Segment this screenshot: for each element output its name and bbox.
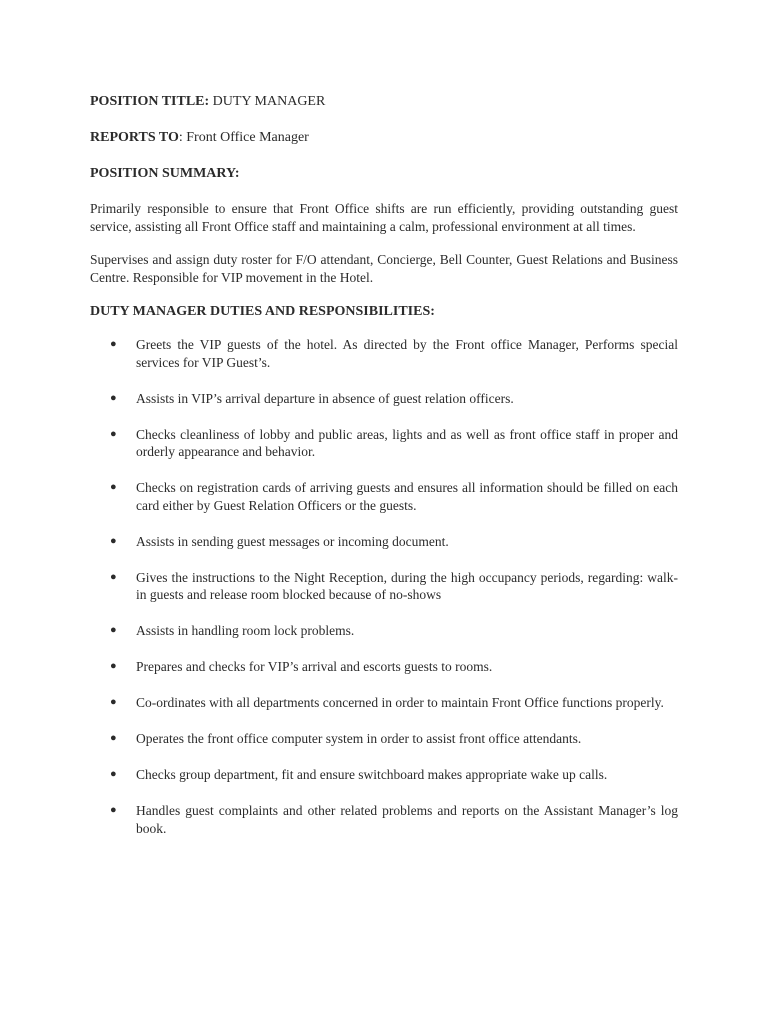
duty-item <box>90 730 678 748</box>
bullet-icon: ● <box>110 481 117 493</box>
duty-text: Checks on registration cards of arriving guests and ensures all information should be filled on each card either by Guest Relation Officers or the guests. <box>136 480 678 513</box>
bullet-icon: ● <box>110 804 117 816</box>
bullet-icon: ● <box>110 660 117 672</box>
reports-to-label: REPORTS TO <box>90 130 179 145</box>
duty-item <box>90 766 678 784</box>
bullet-icon: ● <box>110 768 117 780</box>
duty-item <box>90 802 678 837</box>
position-title-value: DUTY MANAGER <box>212 94 326 109</box>
bullet-icon: ● <box>110 427 117 440</box>
reports-to-line <box>90 128 678 148</box>
duty-text: Checks cleanliness of lobby and public areas, lights and as well as front office staff in proper and orderly appearance and behavior. <box>136 426 678 459</box>
summary-paragraph: Primarily responsible to ensure that Front Office shifts are run efficiently, providing outstanding guest service, assisting all Front Office staff and maintaining a calm, professional environment at all times. <box>90 201 678 234</box>
summary-paragraph: Supervises and assign duty roster for F/O attendant, Concierge, Bell Counter, Guest Relations and Business Centre. Responsible for VIP movement in the Hotel. <box>90 252 678 285</box>
duty-text: Assists in sending guest messages or incoming document. <box>136 533 449 549</box>
reports-to-value: : Front Office Manager <box>178 130 309 145</box>
duty-text: Checks group department, fit and ensure switchboard makes appropriate wake up calls. <box>136 767 608 782</box>
document-page <box>90 92 678 856</box>
position-title-line <box>90 92 678 112</box>
position-title-label: POSITION TITLE: <box>90 94 210 109</box>
duties-heading: DUTY MANAGER DUTIES AND RESPONSIBILITIES: <box>90 304 435 319</box>
duty-text: Operates the front office computer system in order to assist front office attendants. <box>136 731 582 746</box>
duty-item <box>90 426 678 461</box>
position-summary-heading: POSITION SUMMARY: <box>90 166 240 181</box>
bullet-icon: ● <box>110 624 117 636</box>
duty-item <box>90 390 678 408</box>
duty-item <box>90 658 678 676</box>
duty-text: Assists in handling room lock problems. <box>136 623 355 638</box>
duty-item <box>90 479 678 514</box>
duty-item <box>90 569 678 604</box>
duty-text: Handles guest complaints and other related problems and reports on the Assistant Manager’s log book. <box>136 803 678 836</box>
duty-item <box>90 694 678 712</box>
bullet-icon: ● <box>110 391 117 404</box>
bullet-icon: ● <box>110 732 117 744</box>
duty-text: Gives the instructions to the Night Reception, during the high occupancy periods, regarding: walk-in guests and release room blocked because of no-shows <box>136 569 678 602</box>
duty-text: Assists in VIP’s arrival departure in absence of guest relation officers. <box>136 390 514 406</box>
duty-text: Greets the VIP guests of the hotel. As directed by the Front office Manager, Performs special services for VIP Guest’s. <box>136 337 678 370</box>
bullet-icon: ● <box>110 570 117 583</box>
duty-text: Prepares and checks for VIP’s arrival and escorts guests to rooms. <box>136 659 493 674</box>
bullet-icon: ● <box>110 534 117 547</box>
duty-item <box>90 336 678 371</box>
duty-item <box>90 622 678 640</box>
duty-item <box>90 533 678 551</box>
bullet-icon: ● <box>110 696 117 708</box>
duty-text: Co-ordinates with all departments concerned in order to maintain Front Office functions properly. <box>136 695 664 710</box>
duties-list <box>90 336 678 837</box>
bullet-icon: ● <box>110 338 117 350</box>
